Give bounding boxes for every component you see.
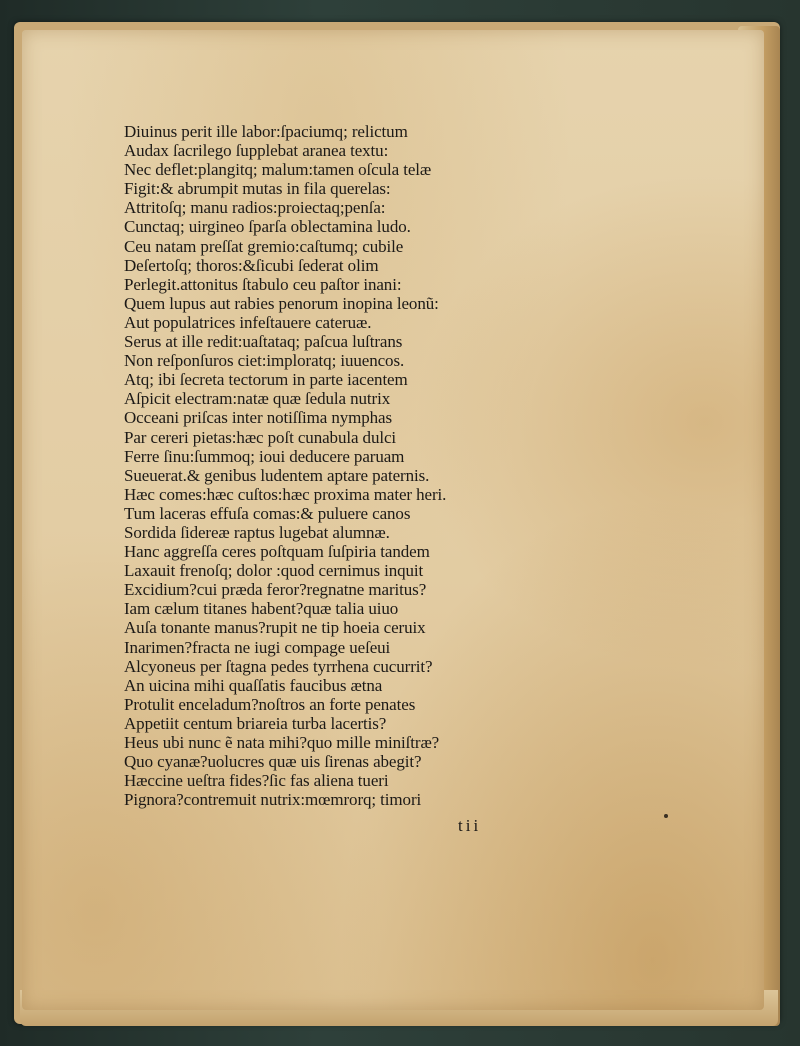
verse-line: Par cereri pietas:hæc poſt cunabula dulci — [124, 427, 397, 447]
verse-line: Tum laceras effuſa comas:& puluere canos — [124, 503, 411, 523]
verse-line: Ferre ſinu:ſummoq; ioui deducere paruam — [124, 446, 405, 466]
verse-line: Appetiit centum briareia turba lacertis? — [124, 713, 387, 733]
verse-line: Hæccine ueſtra fides?ſic fas aliena tueri — [124, 771, 389, 791]
verse-line: Sordida ſidereæ raptus lugebat alumnæ. — [124, 522, 390, 542]
verse-line: Alcyoneus per ſtagna pedes tyrrhena cucurrit? — [124, 656, 433, 676]
signature-mark: tii — [458, 816, 482, 835]
verse-text-block — [124, 122, 644, 809]
verse-line: Perlegit.attonitus ſtabulo ceu paſtor inani: — [124, 274, 402, 294]
verse-line: Aſpicit electram:natæ quæ ſedula nutrix — [124, 389, 391, 409]
verse-line: Excidium?cui præda feror?regnatne maritus? — [124, 580, 427, 600]
verse-line: Non reſponſuros ciet:imploratq; iuuencos. — [124, 351, 405, 371]
verse-line: Quo cyanæ?uolucres quæ uis ſirenas abegit? — [124, 752, 422, 772]
verse-line: Heus ubi nunc ẽ nata mihi?quo mille miniſtræ? — [124, 733, 440, 752]
verse-line: Audax ſacrilego ſupplebat aranea textu: — [124, 141, 389, 161]
verse-line: Figit:& abrumpit mutas in fila querelas: — [124, 179, 391, 199]
book-page — [22, 30, 764, 1010]
verse-line: Occeani priſcas inter notiſſima nymphas — [124, 408, 393, 428]
verse-line: Pignora?contremuit nutrix:mœmrorq; timori — [124, 790, 422, 810]
verse-line: Atq; ibi ſecreta tectorum in parte iacentem — [124, 370, 408, 390]
verse-line: Hæc comes:hæc cuſtos:hæc proxima mater heri. — [124, 484, 447, 504]
verse-line: Diuinus perit ille labor:ſpaciumq; relictum — [124, 122, 408, 141]
verse-line: Aut populatrices infeſtauere cateruæ. — [124, 312, 372, 332]
ink-spot — [664, 814, 668, 818]
verse-line: Auſa tonante manus?rupit ne tip hoeia ceruix — [124, 618, 426, 638]
verse-line: An uicina mihi quaſſatis faucibus ætna — [124, 675, 383, 695]
verse-line: Ceu natam preſſat gremio:caſtumq; cubile — [124, 236, 404, 256]
verse-line: Cunctaq; uirgineo ſparſa oblectamina ludo. — [124, 217, 411, 237]
verse-line: Serus at ille redit:uaſtataq; paſcua luſtrans — [124, 332, 403, 352]
verse-line: Quem lupus aut rabies penorum inopina leonũ: — [124, 293, 439, 313]
verse-line: Iam cælum titanes habent?quæ talia uiuo — [124, 599, 399, 619]
verse-line: Nec deflet:plangitq; malum:tamen oſcula telæ — [124, 160, 432, 180]
verse-line: Deſertoſq; thoros:&ſicubi ſederat olim — [124, 255, 379, 275]
verse-line: Sueuerat.& genibus ludentem aptare paternis. — [124, 465, 430, 485]
verse-line: Laxauit frenoſq; dolor :quod cernimus inquit — [124, 561, 424, 581]
verse-line: Inarimen?fracta ne iugi compage ueſeui — [124, 637, 391, 657]
verse-line: Hanc aggreſſa ceres poſtquam ſuſpiria tandem — [124, 542, 430, 562]
verse-line: Protulit enceladum?noſtros an forte penates — [124, 694, 416, 714]
verse-line: Attritoſq; manu radios:proiectaq;penſa: — [124, 198, 386, 218]
